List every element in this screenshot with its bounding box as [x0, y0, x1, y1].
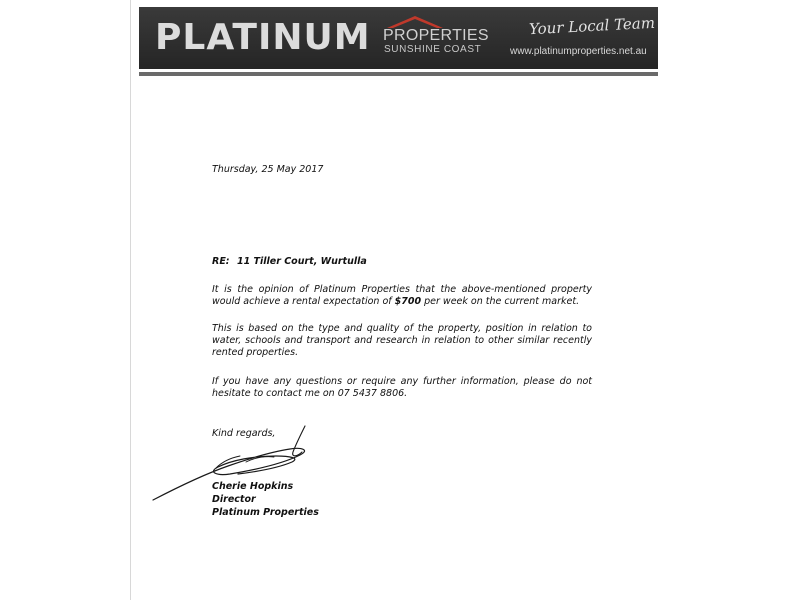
subject-address: 11 Tiller Court, Wurtulla [237, 256, 367, 267]
brand-name: PLATINUM [155, 17, 371, 58]
signatory-title: Director [212, 494, 256, 505]
paragraph-text: It is the opinion of Platinum Properties that the above-mentioned property would achieve a rental expectation of [212, 284, 592, 307]
subject-label: RE: [212, 256, 230, 267]
signatory-name: Cherie Hopkins [212, 481, 294, 492]
brand-region: SUNSHINE COAST [384, 44, 482, 55]
letterhead-divider [139, 72, 658, 76]
letter-date: Thursday, 25 May 2017 [212, 164, 324, 175]
paragraph-rental-opinion [212, 284, 592, 308]
paragraph-basis: This is based on the type and quality of the property, position in relation to water, schools and transport and research in relation to other similar recently rented properties. [212, 323, 592, 358]
paragraph-contact: If you have any questions or require any further information, please do not hesitate to contact me on 07 5437 8806. [212, 376, 592, 399]
brand-subtitle: PROPERTIES [383, 27, 489, 44]
rental-amount: $700 [394, 296, 422, 307]
signatory-company: Platinum Properties [212, 507, 319, 518]
closing-salutation: Kind regards, [212, 428, 276, 439]
paragraph-text: per week on the current market. [421, 296, 580, 307]
letterhead-banner [139, 7, 658, 69]
brand-website: www.platinumproperties.net.au [510, 46, 647, 57]
brand-tagline: Your Local Team [528, 13, 656, 39]
